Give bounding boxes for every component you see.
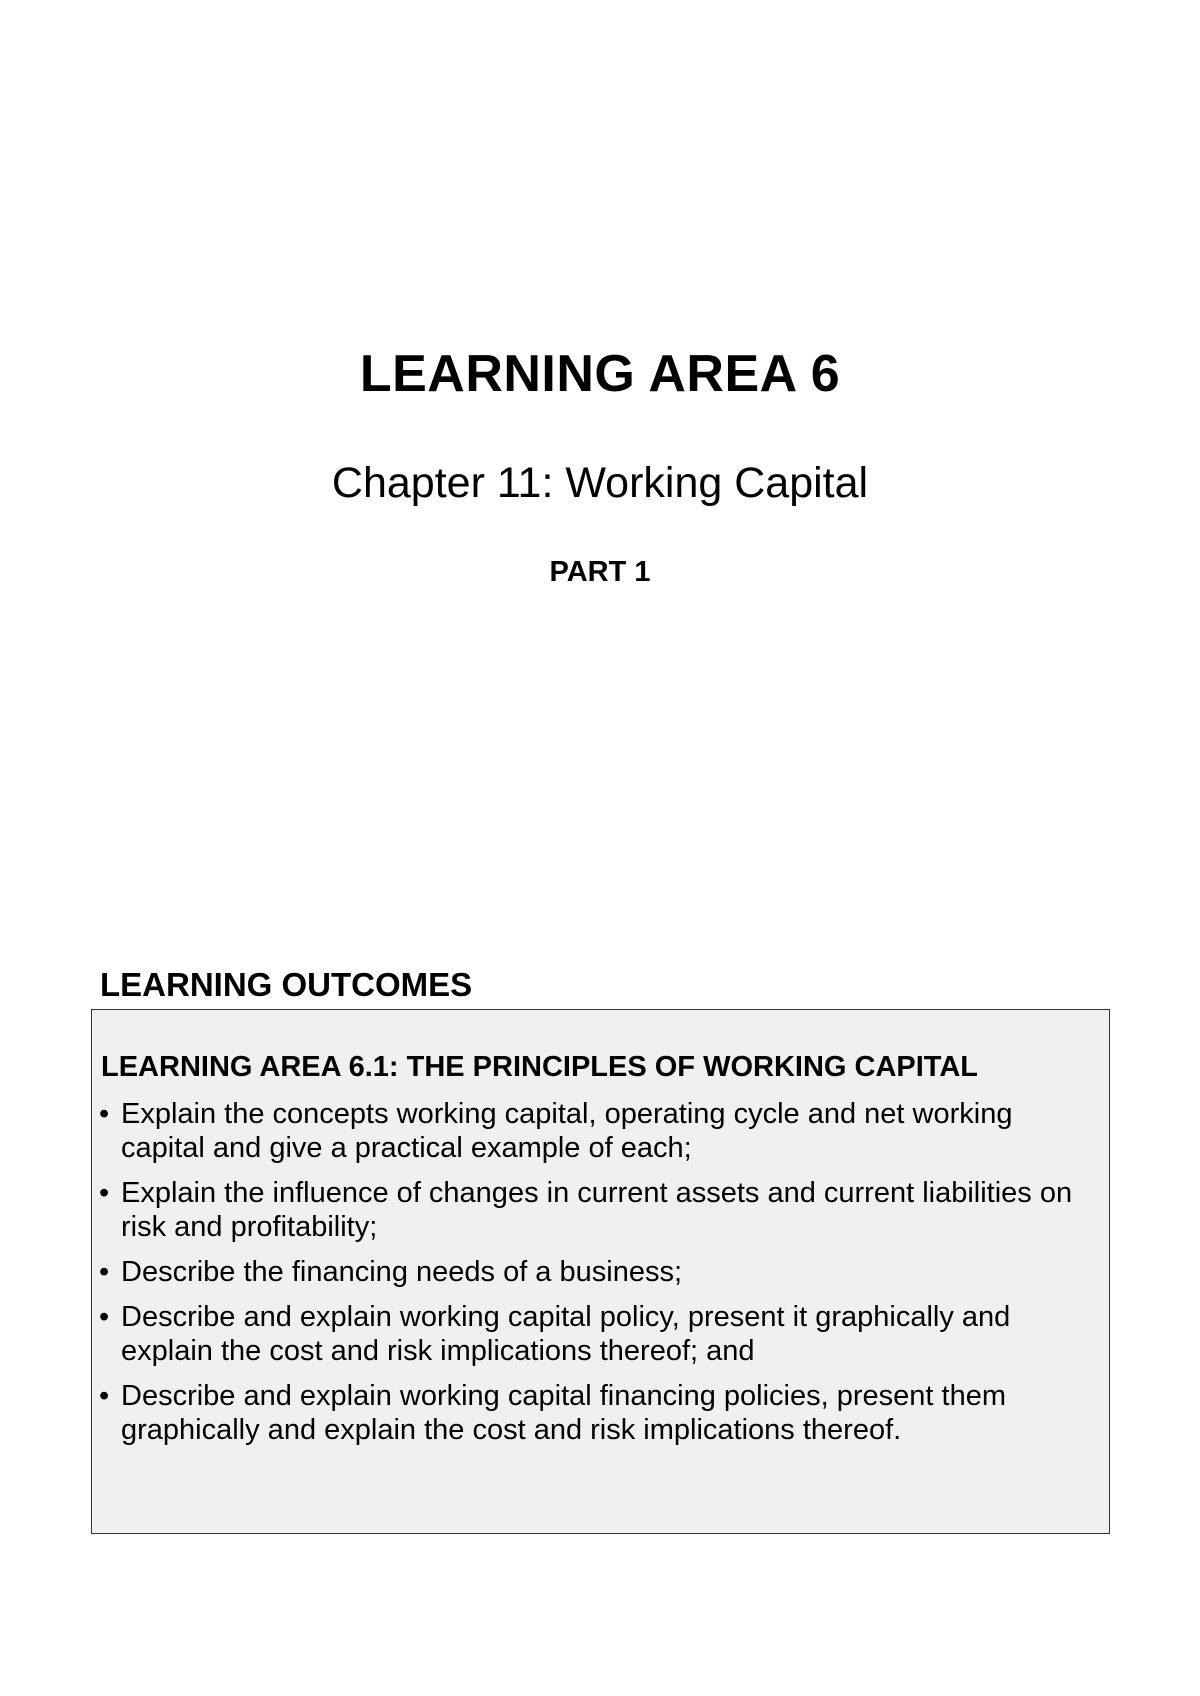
outcome-text: Describe and explain working capital financing policies, present them graphically and explain the cost and risk implications thereof. (121, 1380, 1006, 1446)
learning-outcomes-box (91, 1009, 1110, 1534)
bullet-icon: • (99, 1177, 110, 1209)
outcome-text: Explain the concepts working capital, operating cycle and net working capital and give a practical example of each; (121, 1098, 1013, 1164)
outcome-item (99, 1097, 1104, 1165)
outcome-item (99, 1379, 1104, 1447)
outcome-item (99, 1300, 1104, 1368)
page-title: LEARNING AREA 6 (359, 345, 841, 403)
learning-area-title: LEARNING AREA 6.1: THE PRINCIPLES OF WORKING CAPITAL (101, 1051, 979, 1083)
bullet-icon: • (99, 1380, 110, 1412)
outcome-list (99, 1097, 1104, 1458)
bullet-icon: • (99, 1098, 110, 1130)
outcome-item (99, 1255, 1104, 1289)
bullet-icon: • (99, 1301, 110, 1333)
outcome-text: Explain the influence of changes in current assets and current liabilities on risk and profitability; (121, 1177, 1073, 1243)
learning-outcomes-heading: LEARNING OUTCOMES (100, 966, 473, 1003)
outcome-item (99, 1176, 1104, 1244)
chapter-title: Chapter 11: Working Capital (331, 459, 869, 507)
part-label: PART 1 (549, 556, 651, 588)
bullet-icon: • (99, 1256, 110, 1288)
outcome-text: Describe and explain working capital policy, present it graphically and explain the cost and risk implications thereof; and (121, 1301, 1011, 1367)
outcome-text: Describe the financing needs of a business; (121, 1256, 683, 1288)
